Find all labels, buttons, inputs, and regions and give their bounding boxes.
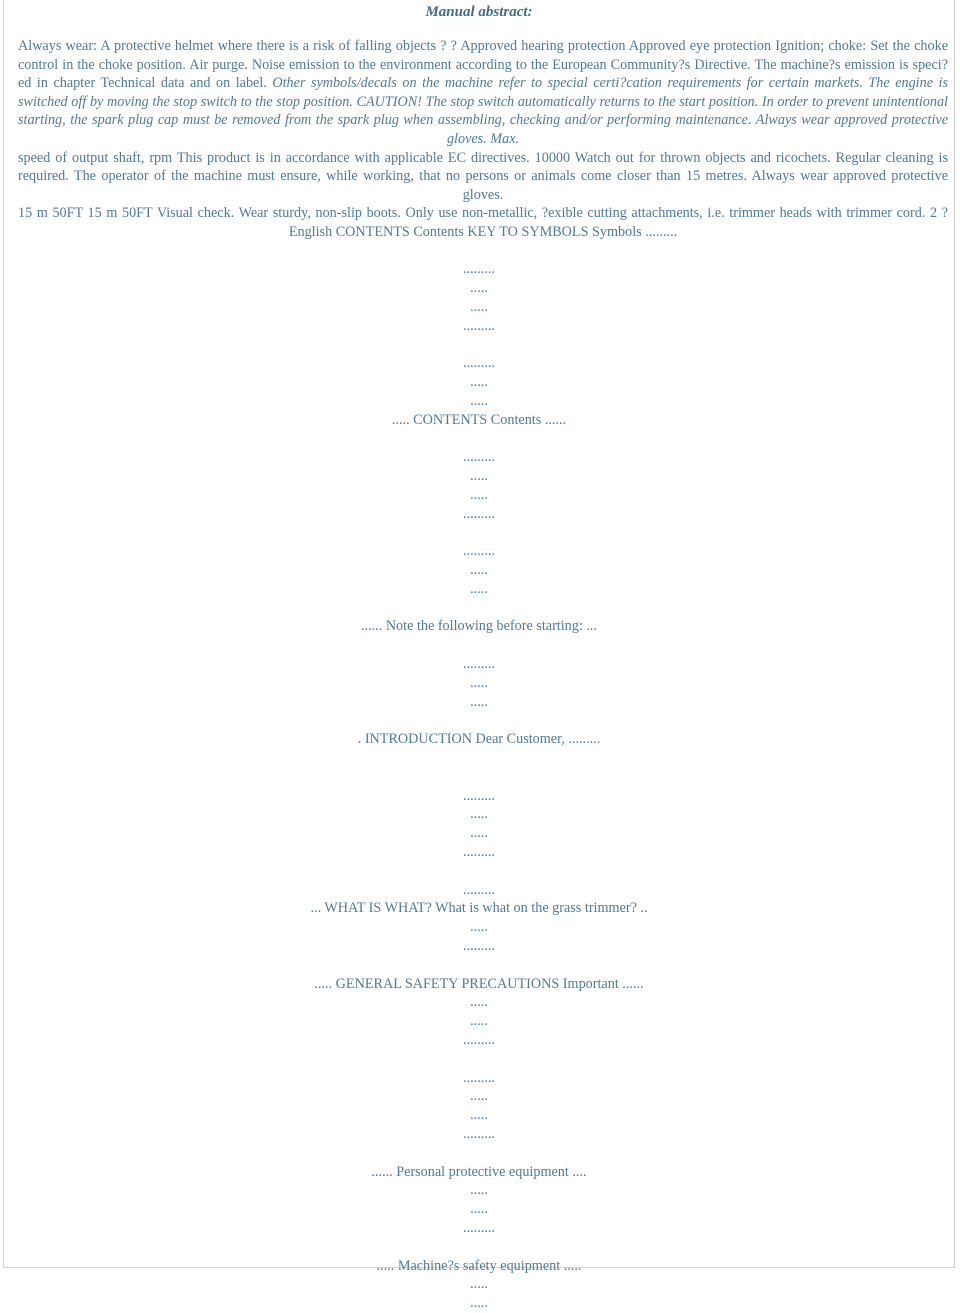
contents-line: ..... Machine?s safety equipment ..... — [376, 1257, 582, 1274]
contents-line: ......... — [463, 1125, 495, 1142]
page-frame — [3, 0, 955, 1312]
contents-line: ......... — [463, 656, 495, 673]
paragraph-1-plain: Always wear: A protective helmet where there is a risk of falling objects ? ? Approved hearing protection Approved eye protection Ignition; choke: Set the choke control in the choke position. Air purge. Noise emission to the environment according to the European Community?s Directive. The machine?s emission is speci?ed in chapter Technical data and on label. — [18, 38, 948, 92]
contents-line — [4, 430, 954, 449]
contents-line — [4, 523, 954, 542]
contents-line: ..... — [470, 825, 488, 842]
contents-line: ..... — [470, 392, 488, 409]
contents-line: ......... — [463, 844, 495, 861]
contents-line: ......... — [463, 1032, 495, 1048]
contents-line: ..... — [470, 994, 488, 1011]
contents-line — [4, 1238, 954, 1257]
paragraph-1-italic: Other symbols/decals on the machine refer to special certi?cation requirements for certain markets. The engine is switched off by moving the stop switch to the stop position. CAUTION! The stop switch automatically returns to the start position. In order to prevent unintentional starting, the spark plug cap must be removed from the spark plug when assembling, checking and/or performing maintenance. Always wear approved protective gloves. Max. — [18, 75, 948, 147]
contents-line: ..... CONTENTS Contents ...... — [391, 411, 567, 428]
contents-line: ......... — [463, 1069, 495, 1086]
contents-line: ......... — [463, 505, 495, 522]
contents-line: ..... — [470, 693, 488, 710]
contents-line: ..... — [470, 806, 488, 823]
contents-line: ...... Personal protective equipment .... — [371, 1163, 587, 1180]
contents-line — [4, 1144, 954, 1163]
contents-line: ......... — [463, 261, 495, 278]
contents-line — [4, 768, 954, 787]
abstract-paragraph-1 — [18, 37, 948, 149]
contents-line: ..... — [470, 1182, 488, 1199]
contents-line — [4, 956, 954, 975]
contents-line — [4, 599, 954, 618]
contents-line — [4, 1050, 954, 1069]
contents-line: ..... — [470, 919, 488, 936]
contents-line: ..... — [470, 1107, 488, 1124]
contents-line: ..... — [470, 562, 488, 579]
contents-line: ..... — [470, 1295, 488, 1312]
contents-line: ...... Note the following before starting: ... — [360, 618, 597, 635]
contents-line: ..... GENERAL SAFETY PRECAUTIONS Important ...... — [314, 975, 644, 992]
contents-line: ......... — [463, 881, 495, 898]
contents-listing — [4, 242, 954, 1313]
contents-line: ..... — [470, 468, 488, 485]
contents-line: ..... — [470, 1088, 488, 1105]
contents-line — [4, 749, 954, 768]
abstract-body — [4, 25, 954, 242]
contents-line: ......... — [463, 543, 495, 560]
contents-line: ..... — [470, 486, 488, 503]
contents-line: ......... — [463, 355, 495, 372]
contents-line: ..... — [470, 1201, 488, 1218]
contents-line: ......... — [463, 938, 495, 955]
contents-line: ......... — [463, 317, 495, 334]
contents-line — [4, 242, 954, 261]
contents-line: . INTRODUCTION Dear Customer, ......... — [357, 731, 601, 748]
contents-line — [4, 336, 954, 355]
contents-line: ......... — [463, 1219, 495, 1236]
contents-line: ..... — [470, 1013, 488, 1030]
contents-line: ..... — [470, 580, 488, 597]
contents-line: ... WHAT IS WHAT? What is what on the grass trimmer? .. — [310, 900, 648, 917]
contents-line: ......... — [463, 787, 495, 804]
contents-line: ..... — [470, 374, 488, 391]
contents-line — [4, 636, 954, 655]
contents-line: ..... — [470, 280, 488, 297]
contents-line: ..... — [470, 1276, 488, 1293]
abstract-paragraph-3: 15 m 50FT 15 m 50FT Visual check. Wear sturdy, non-slip boots. Only use non-metallic, ?exible cutting attachments, i.e. trimmer heads with trimmer cord. 2 ? English CONTENTS Contents KEY TO SYMBOLS Symbols ......... — [18, 205, 948, 240]
contents-line — [4, 862, 954, 881]
page-title: Manual abstract: — [425, 4, 533, 20]
contents-line: ..... — [470, 298, 488, 315]
contents-line: ......... — [463, 449, 495, 466]
abstract-paragraph-2: speed of output shaft, rpm This product is in accordance with applicable EC directives. 10000 Watch out for thrown objects and ricochets. Regular cleaning is required. The operator of the machine must ensure, while working, that no persons or animals come closer than 15 metres. Always wear approved protective gloves. — [18, 149, 948, 203]
contents-line — [4, 711, 954, 730]
contents-line: ..... — [470, 674, 488, 691]
